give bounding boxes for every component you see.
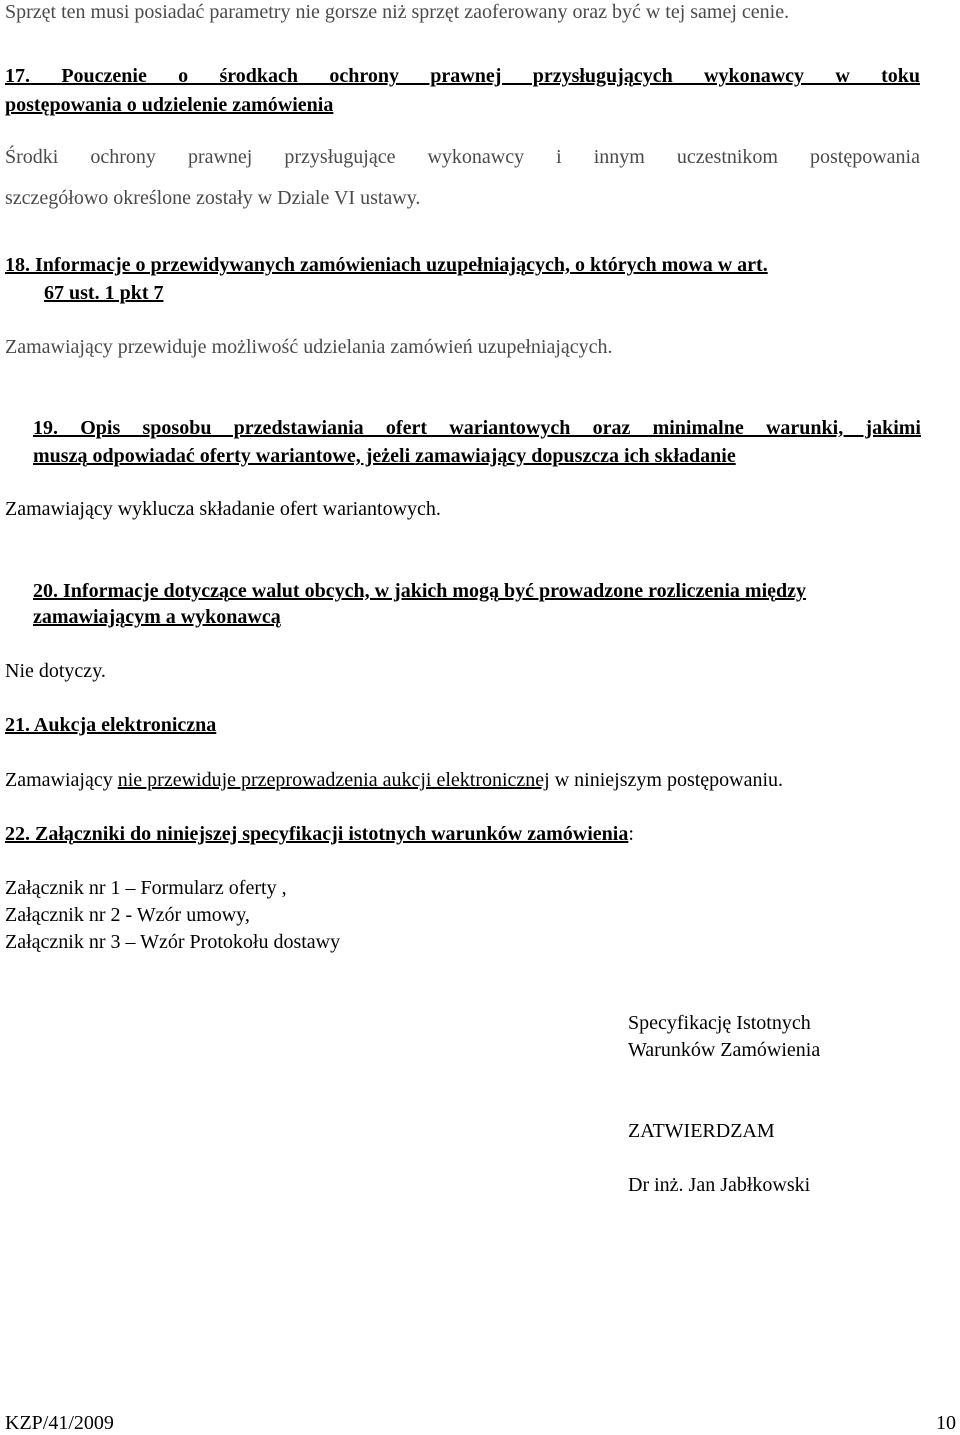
signature-approve: ZATWIERDZAM: [628, 1120, 775, 1142]
section-18-body: Zamawiający przewiduje możliwość udzielania zamówień uzupełniających.: [5, 336, 613, 358]
section-22-heading: [5, 822, 634, 846]
section-17-heading-line2: postępowania o udzielenie zamówienia: [5, 94, 334, 116]
section-17-body-line2: szczegółowo określone zostały w Dziale VI ustawy.: [5, 187, 421, 209]
section-20-heading-line1: 20. Informacje dotyczące walut obcych, w jakich mogą być prowadzone rozliczenia między: [33, 580, 807, 602]
signature-name: Dr inż. Jan Jabłkowski: [628, 1174, 811, 1196]
section-20-heading-line2: zamawiającym a wykonawcą: [33, 606, 281, 628]
section-18-heading-line2: 67 ust. 1 pkt 7: [44, 282, 164, 304]
section-22-heading-text: 22. Załączniki do niniejszej specyfikacji istotnych warunków zamówienia: [5, 823, 629, 845]
section-17-heading-line1: 17. Pouczenie o środkach ochrony prawnej przysługujących wykonawcy w toku: [5, 65, 920, 87]
attachment-item: Załącznik nr 1 – Formularz oferty ,: [5, 877, 287, 899]
footer-page-number: 10: [936, 1412, 956, 1434]
footer-reference: KZP/41/2009: [5, 1412, 114, 1434]
section-21-body-underlined: nie przewiduje przeprowadzenia aukcji elektronicznej: [117, 769, 550, 791]
section-22-heading-colon: :: [628, 823, 634, 845]
section-18-heading-line1: 18. Informacje o przewidywanych zamówieniach uzupełniających, o których mowa w art.: [5, 254, 768, 276]
section-20-body: Nie dotyczy.: [5, 660, 106, 682]
attachment-item: Załącznik nr 2 - Wzór umowy,: [5, 904, 250, 926]
section-19-body: Zamawiający wyklucza składanie ofert wariantowych.: [5, 498, 441, 520]
attachment-item: Załącznik nr 3 – Wzór Protokołu dostawy: [5, 931, 341, 953]
section-19-heading-line2: muszą odpowiadać oferty wariantowe, jeżeli zamawiający dopuszcza ich składanie: [33, 445, 736, 467]
section-21-body: [5, 768, 783, 792]
section-21-body-end: w niniejszym postępowaniu.: [549, 769, 784, 791]
signature-title-line1: Specyfikację Istotnych: [628, 1012, 811, 1034]
signature-title-line2: Warunków Zamówienia: [628, 1039, 821, 1061]
intro-text: Sprzęt ten musi posiadać parametry nie gorsze niż sprzęt zaoferowany oraz być w tej samej cenie.: [5, 1, 790, 23]
section-17-body-line1: Środki ochrony prawnej przysługujące wykonawcy i innym uczestnikom postępowania: [5, 146, 920, 168]
section-21-heading: 21. Aukcja elektroniczna: [5, 714, 217, 736]
section-19-heading-line1: 19. Opis sposobu przedstawiania ofert wariantowych oraz minimalne warunki, jakimi: [33, 417, 921, 439]
section-21-body-start: Zamawiający: [5, 769, 118, 791]
